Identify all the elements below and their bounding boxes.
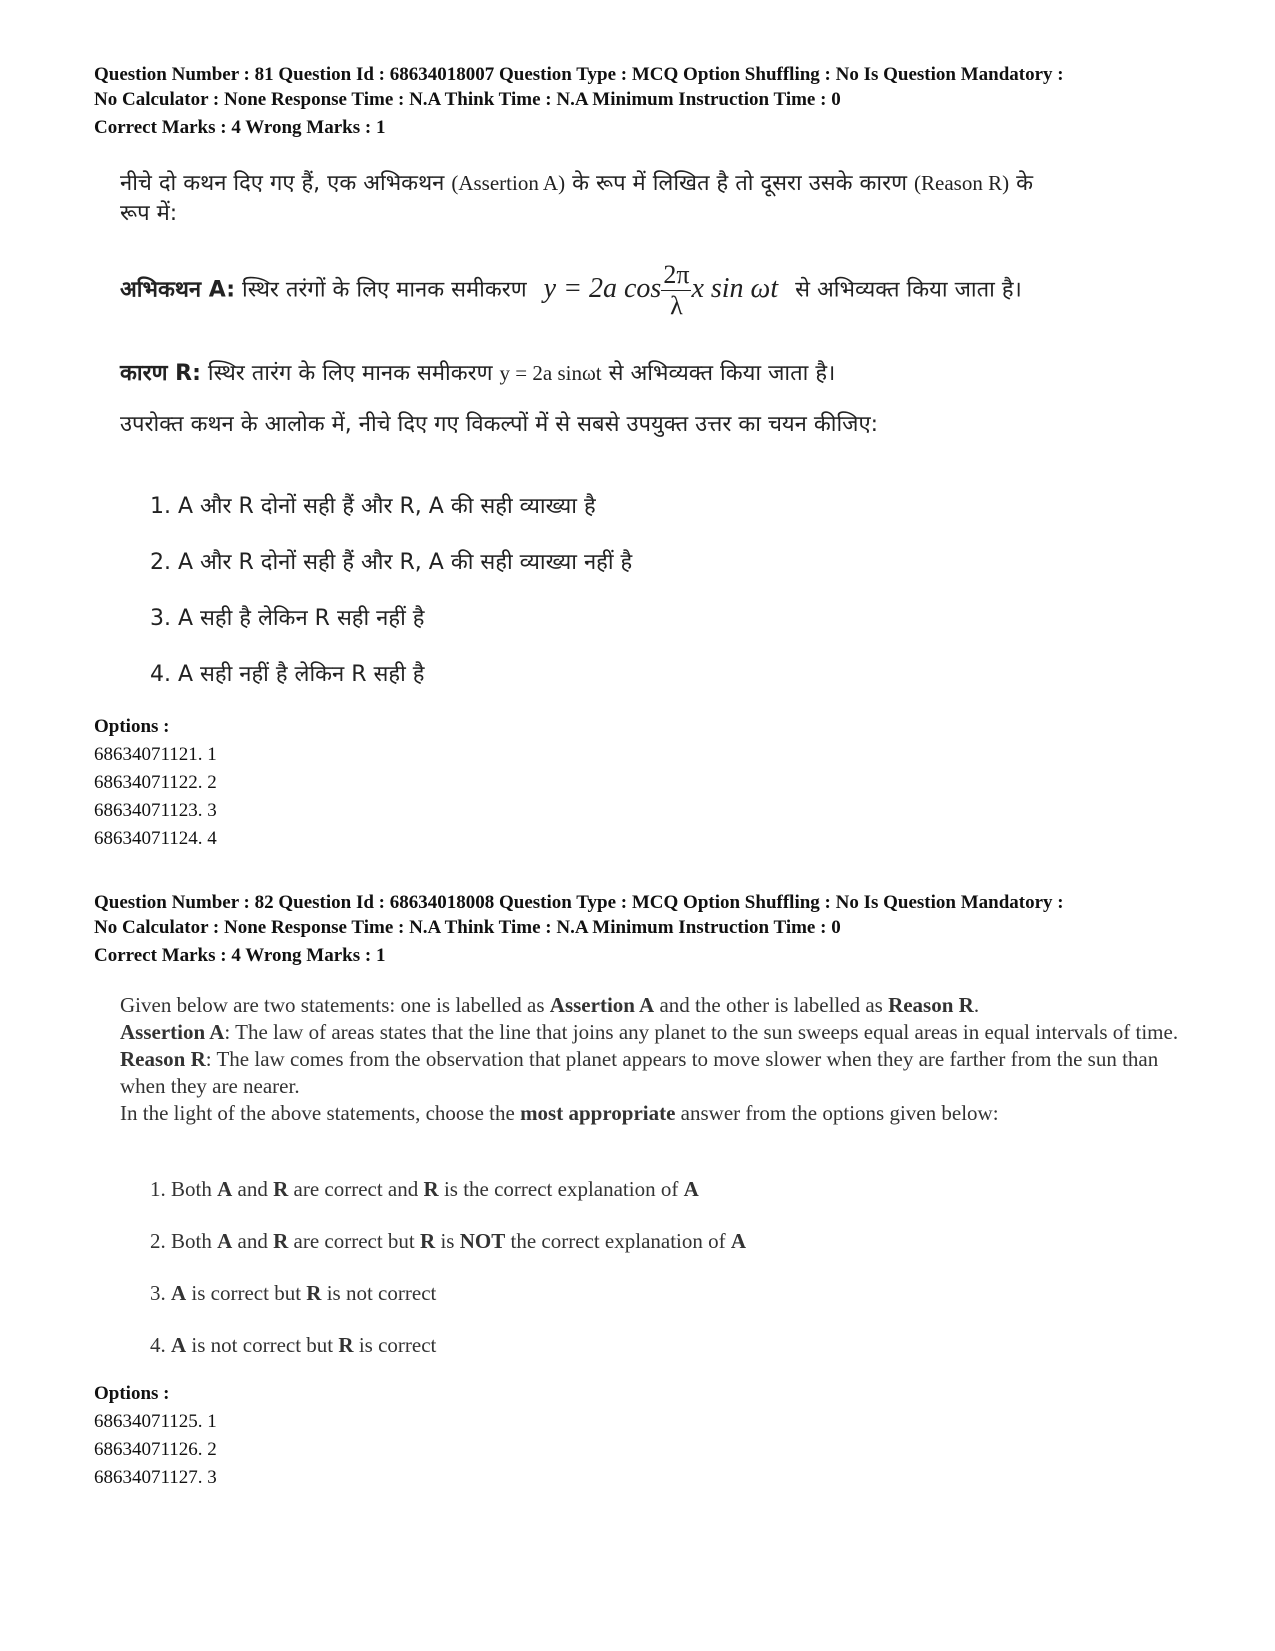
- q81-choice-2: 2. A और R दोनों सही हैं और R, A की सही व्याख्या नहीं है: [150, 550, 633, 575]
- q81-reason: कारण R: स्थिर तारंग के लिए मानक समीकरण y = 2a sinωt से अभिव्यक्त किया जाता है।: [120, 361, 836, 386]
- q81-intro: नीचे दो कथन दिए गए हैं, एक अभिकथन (Assertion A) के रूप में लिखित है तो दूसरा उसके कारण (Reason R) के: [120, 171, 1033, 196]
- q81-choice-4: 4. A सही नहीं है लेकिन R सही है: [150, 662, 425, 687]
- reason-formula: y = 2a sinωt: [499, 361, 602, 385]
- q82-question-image: [120, 992, 1180, 1372]
- q81-meta-line2: No Calculator : None Response Time : N.A Think Time : N.A Minimum Instruction Time : 0: [94, 89, 841, 110]
- q82-choice-1: 1. Both A and R are correct and R is the correct explanation of A: [150, 1177, 699, 1201]
- q82-reason: Reason R: The law comes from the observation that planet appears to move slower when they are farther from the sun than when they are nearer.: [120, 1047, 1159, 1098]
- q82-instruction: In the light of the above statements, choose the most appropriate answer from the options given below:: [120, 1101, 999, 1125]
- reason-label: कारण R:: [120, 361, 201, 386]
- q82-option-1[interactable]: 68634071125. 1: [94, 1411, 217, 1432]
- q82-meta-line3: Correct Marks : 4 Wrong Marks : 1: [94, 945, 386, 966]
- assertion-label: अभिकथन A:: [120, 277, 236, 303]
- q81-instruction: उपरोक्त कथन के आलोक में, नीचे दिए गए विकल्पों में से सबसे उपयुक्त उत्तर का चयन कीजिए:: [120, 412, 879, 437]
- q82-option-3[interactable]: 68634071127. 3: [94, 1467, 217, 1488]
- q82-options: [94, 1380, 217, 1492]
- q82-meta: [94, 890, 1214, 968]
- q81-choice-3: 3. A सही है लेकिन R सही नहीं है: [150, 606, 425, 631]
- q81-option-4[interactable]: 68634071124. 4: [94, 828, 217, 849]
- q81-meta-line1: Question Number : 81 Question Id : 68634018007 Question Type : MCQ Option Shuffling : No Is Question Mandatory :: [94, 64, 1064, 85]
- q81-options-header: Options :: [94, 716, 170, 737]
- reason-label: Reason R: [120, 1047, 206, 1071]
- q82-choice-2: 2. Both A and R are correct but R is NOT the correct explanation of A: [150, 1229, 747, 1253]
- assertion-label: Assertion A: [120, 1020, 225, 1044]
- q82-options-header: Options :: [94, 1383, 170, 1404]
- q81-options: [94, 713, 217, 853]
- q82-intro: Given below are two statements: one is labelled as Assertion A and the other is labelled as Reason R.: [120, 993, 980, 1017]
- q81-option-1[interactable]: 68634071121. 1: [94, 744, 217, 765]
- q81-option-3[interactable]: 68634071123. 3: [94, 800, 217, 821]
- q81-question-image: [120, 168, 1200, 708]
- q82-meta-line2: No Calculator : None Response Time : N.A Think Time : N.A Minimum Instruction Time : 0: [94, 917, 841, 938]
- q82-choice-3: 3. A is correct but R is not correct: [150, 1281, 437, 1305]
- standing-wave-formula: y = 2a cos $\frac{2\pi}{\lambda}$ x sin ωt: [543, 260, 779, 320]
- q81-option-2[interactable]: 68634071122. 2: [94, 772, 217, 793]
- q82-meta-line1: Question Number : 82 Question Id : 68634018008 Question Type : MCQ Option Shuffling : No Is Question Mandatory :: [94, 892, 1064, 913]
- q81-assertion: अभिकथन A: स्थिर तरंगों के लिए मानक समीकरण y = 2a cos $\frac{2\pi}{\lambda}$ x sin ωt से अभिव्यक्त किया जाता है।: [120, 260, 1022, 320]
- q82-option-2[interactable]: 68634071126. 2: [94, 1439, 217, 1460]
- q81-meta: [94, 62, 1214, 140]
- q82-assertion: Assertion A: The law of areas states that the line that joins any planet to the sun sweeps equal areas in equal intervals of time.: [120, 1020, 1179, 1044]
- q82-choice-4: 4. A is not correct but R is correct: [150, 1333, 437, 1357]
- q81-choice-1: 1. A और R दोनों सही हैं और R, A की सही व्याख्या है: [150, 494, 596, 519]
- q81-intro-line2: रूप में:: [120, 201, 178, 226]
- q81-meta-line3: Correct Marks : 4 Wrong Marks : 1: [94, 117, 386, 138]
